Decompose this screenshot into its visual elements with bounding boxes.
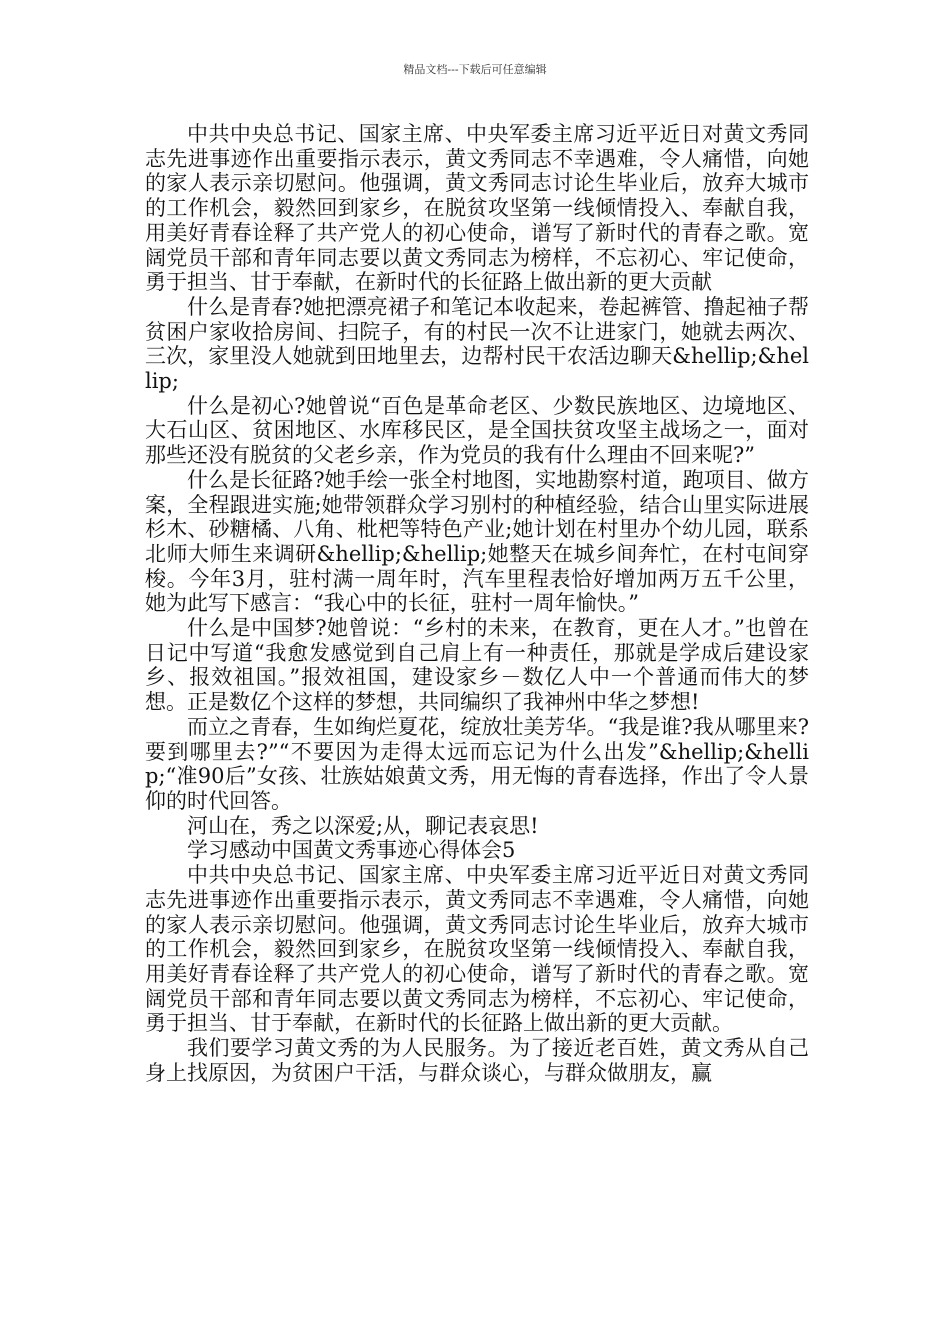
- paragraph: 什么是中国梦?她曾说：“乡村的未来，在教育，更在人才。”也曾在日记中写道“我愈发感觉到自己肩上有一种责任，那就是学成后建设家乡、报效祖国。”报效祖国，建设家乡－数亿人中一个普通而伟大的梦想。正是数亿个这样的梦想，共同编织了我神州中华之梦想!: [145, 616, 809, 715]
- paragraph: 河山在，秀之以深爱;从，聊记表哀思!: [187, 813, 539, 838]
- paragraph: 什么是长征路?她手绘一张全村地图，实地勘察村道，跑项目、做方案，全程跟进实施;她带领群众学习别村的种植经验，结合山里实际进展杉木、砂糖橘、八角、枇杷等特色产业;她计划在村里办个幼儿园，联系北师大师生来调研&hellip;&hellip;她整天在城乡间奔忙，在村屯间穿梭。今年3月，驻村满一周年时，汽车里程表恰好增加两万五千公里，她为此写下感言：“我心中的长征，驻村一周年愉快。”: [145, 467, 809, 616]
- paragraph: 而立之青春，生如绚烂夏花，绽放壮美芳华。“我是谁?我从哪里来?要到哪里去?”“不要因为走得太远而忘记为什么出发”&hellip;&hellip;“准90后”女孩、壮族姑娘黄文秀，用无悔的青春选择，作出了令人景仰的时代回答。: [145, 714, 809, 813]
- paragraph: 我们要学习黄文秀的为人民服务。为了接近老百姓，黄文秀从自己身上找原因，为贫困户干活，与群众谈心，与群众做朋友，赢: [145, 1036, 809, 1085]
- paragraph: 什么是初心?她曾说“百色是革命老区、少数民族地区、边境地区、大石山区、贫困地区、水库移民区，是全国扶贫攻坚主战场之一，面对那些还没有脱贫的父老乡亲，作为党员的我有什么理由不回来呢?”: [145, 393, 809, 468]
- document-body: [145, 122, 809, 1085]
- paragraph: 中共中央总书记、国家主席、中央军委主席习近平近日对黄文秀同志先进事迹作出重要指示表示，黄文秀同志不幸遇难，令人痛惜，向她的家人表示亲切慰问。他强调，黄文秀同志讨论生毕业后，放弃大城市的工作机会，毅然回到家乡，在脱贫攻坚第一线倾情投入、奉献自我，用美好青春诠释了共产党人的初心使命，谱写了新时代的青春之歌。宽阔党员干部和青年同志要以黄文秀同志为榜样，不忘初心、牢记使命，勇于担当、甘于奉献，在新时代的长征路上做出新的更大贡献。: [145, 863, 809, 1036]
- paragraph: 什么是青春?她把漂亮裙子和笔记本收起来，卷起裤管、撸起袖子帮贫困户家收拾房间、扫院子，有的村民一次不让进家门，她就去两次、三次，家里没人她就到田地里去，边帮村民干农活边聊天&hellip;&hellip;: [145, 294, 809, 394]
- paragraph: 中共中央总书记、国家主席、中央军委主席习近平近日对黄文秀同志先进事迹作出重要指示表示，黄文秀同志不幸遇难，令人痛惜，向她的家人表示亲切慰问。他强调，黄文秀同志讨论生毕业后，放弃大城市的工作机会，毅然回到家乡，在脱贫攻坚第一线倾情投入、奉献自我，用美好青春诠释了共产党人的初心使命，谱写了新时代的青春之歌。宽阔党员干部和青年同志要以黄文秀同志为榜样，不忘初心、牢记使命，勇于担当、甘于奉献，在新时代的长征路上做出新的更大贡献: [145, 122, 809, 295]
- page-header: 精品文档---下载后可任意编辑: [403, 63, 547, 76]
- section-heading: 学习感动中国黄文秀事迹心得体会5: [187, 838, 516, 863]
